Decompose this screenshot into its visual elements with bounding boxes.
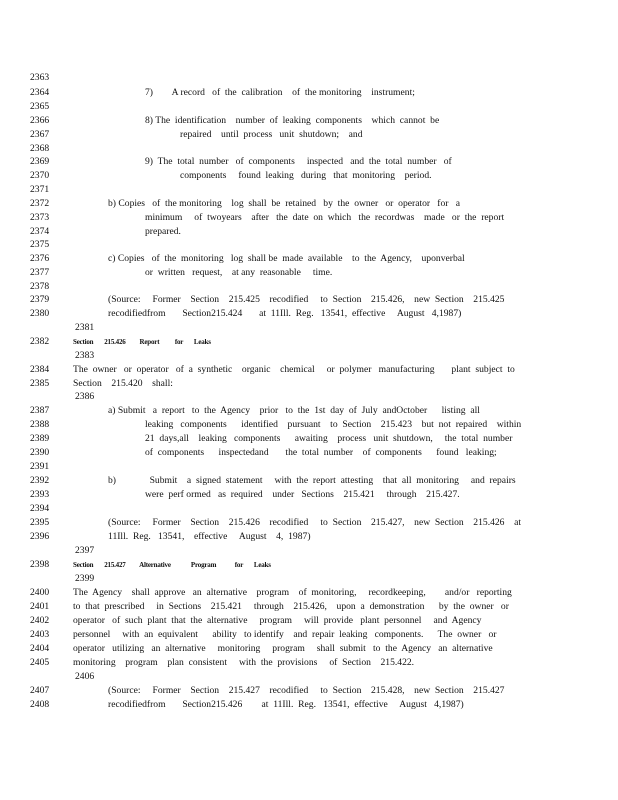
line-2394: 2394: [30, 503, 50, 514]
line-2384: 2384 The owner or operator of a synthetic organic chemical or polymer manufacturing plant subject to: [30, 364, 515, 375]
line-2395: 2395 (Source: Former Section 215.426 recodified to Section 215.427, new Section 215.426 at: [30, 517, 521, 528]
line-2381: 2381: [75, 322, 95, 333]
line-2386: 2386: [75, 391, 95, 402]
line-2392: 2392 b) Submit a signed statement with the report attesting that all monitoring and repairs: [30, 475, 516, 486]
line-2372: 2372 b) Copies of the monitoring log shall be retained by the owner or operator for a: [30, 198, 460, 209]
line-2380: 2380 recodifiedfrom Section215.424 at 11Ill. Reg. 13541, effective August 4,1987): [30, 308, 462, 319]
line-2367: 2367 repaired until process unit shutdown; and: [30, 129, 363, 140]
line-2370: 2370 components found leaking during that monitoring period.: [30, 170, 432, 181]
line-2393: 2393 were perf ormed as required under Sections 215.421 through 215.427.: [30, 489, 460, 500]
line-2402: 2402 operator of such plant that the alternative program will provide plant personnel and Agency: [30, 615, 482, 626]
line-2382: 2382 Section 215.426 Report for Leaks: [30, 336, 211, 347]
line-2405: 2405 monitoring program plan consistent with the provisions of Section 215.422.: [30, 657, 415, 668]
line-2390: 2390 of components inspectedand the total number of components found leaking;: [30, 447, 497, 458]
line-2365: 2365: [30, 101, 50, 112]
line-2368: 2368: [30, 143, 50, 154]
line-2376: 2376 c) Copies of the monitoring log shall be made available to the Agency, uponverbal: [30, 253, 465, 264]
line-2379: 2379 (Source: Former Section 215.425 recodified to Section 215.426, new Section 215.425: [30, 294, 505, 305]
line-2383: 2383: [75, 350, 95, 361]
line-2387: 2387 a) Submit a report to the Agency prior to the 1st day of July andOctober listing all: [30, 405, 480, 416]
line-2396: 2396 11Ill. Reg. 13541, effective August 4, 1987): [30, 531, 311, 542]
line-2369: 2369 9) The total number of components inspected and the total number of: [30, 156, 452, 167]
line-2373: 2373 minimum of twoyears after the date on which the recordwas made or the report: [30, 212, 505, 223]
line-2401: 2401 to that prescribed in Sections 215.421 through 215.426, upon a demonstration by the owner or: [30, 601, 509, 612]
line-2366: 2366 8) The identification number of leaking components which cannot be: [30, 115, 440, 126]
line-2388: 2388 leaking components identified pursuant to Section 215.423 but not repaired within: [30, 419, 522, 430]
line-2403: 2403 personnel with an equivalent ability to identify and repair leaking components. The owner or: [30, 629, 497, 640]
line-2363: 2363: [30, 72, 50, 83]
line-2375: 2375: [30, 239, 50, 250]
section-heading: Section 215.426 Report for Leaks: [73, 338, 211, 346]
line-2374: 2374 prepared.: [30, 226, 181, 237]
line-2400: 2400 The Agency shall approve an alternative program of monitoring, recordkeeping, and/or reporting: [30, 587, 512, 598]
section-heading: Section 215.427 Alternative Program for Leaks: [73, 561, 271, 569]
line-2364: 2364 7) A record of the calibration of the monitoring instrument;: [30, 87, 415, 98]
line-2398: 2398 Section 215.427 Alternative Program for Leaks: [30, 559, 271, 570]
line-2399: 2399: [75, 573, 95, 584]
line-2404: 2404 operator utilizing an alternative monitoring program shall submit to the Agency an alternative: [30, 643, 493, 654]
line-2389: 2389 21 days,all leaking components awaiting process unit shutdown, the total number: [30, 433, 513, 444]
line-2385: 2385 Section 215.420 shall:: [30, 378, 173, 389]
line-2406: 2406: [75, 671, 95, 682]
line-2377: 2377 or written request, at any reasonable time.: [30, 267, 333, 278]
line-2407: 2407 (Source: Former Section 215.427 recodified to Section 215.428, new Section 215.427: [30, 685, 505, 696]
line-2371: 2371: [30, 184, 50, 195]
line-2391: 2391: [30, 461, 50, 472]
line-2397: 2397: [75, 545, 95, 556]
line-2378: 2378: [30, 281, 50, 292]
line-2408: 2408 recodifiedfrom Section215.426 at 11Ill. Reg. 13541, effective August 4,1987): [30, 699, 464, 710]
